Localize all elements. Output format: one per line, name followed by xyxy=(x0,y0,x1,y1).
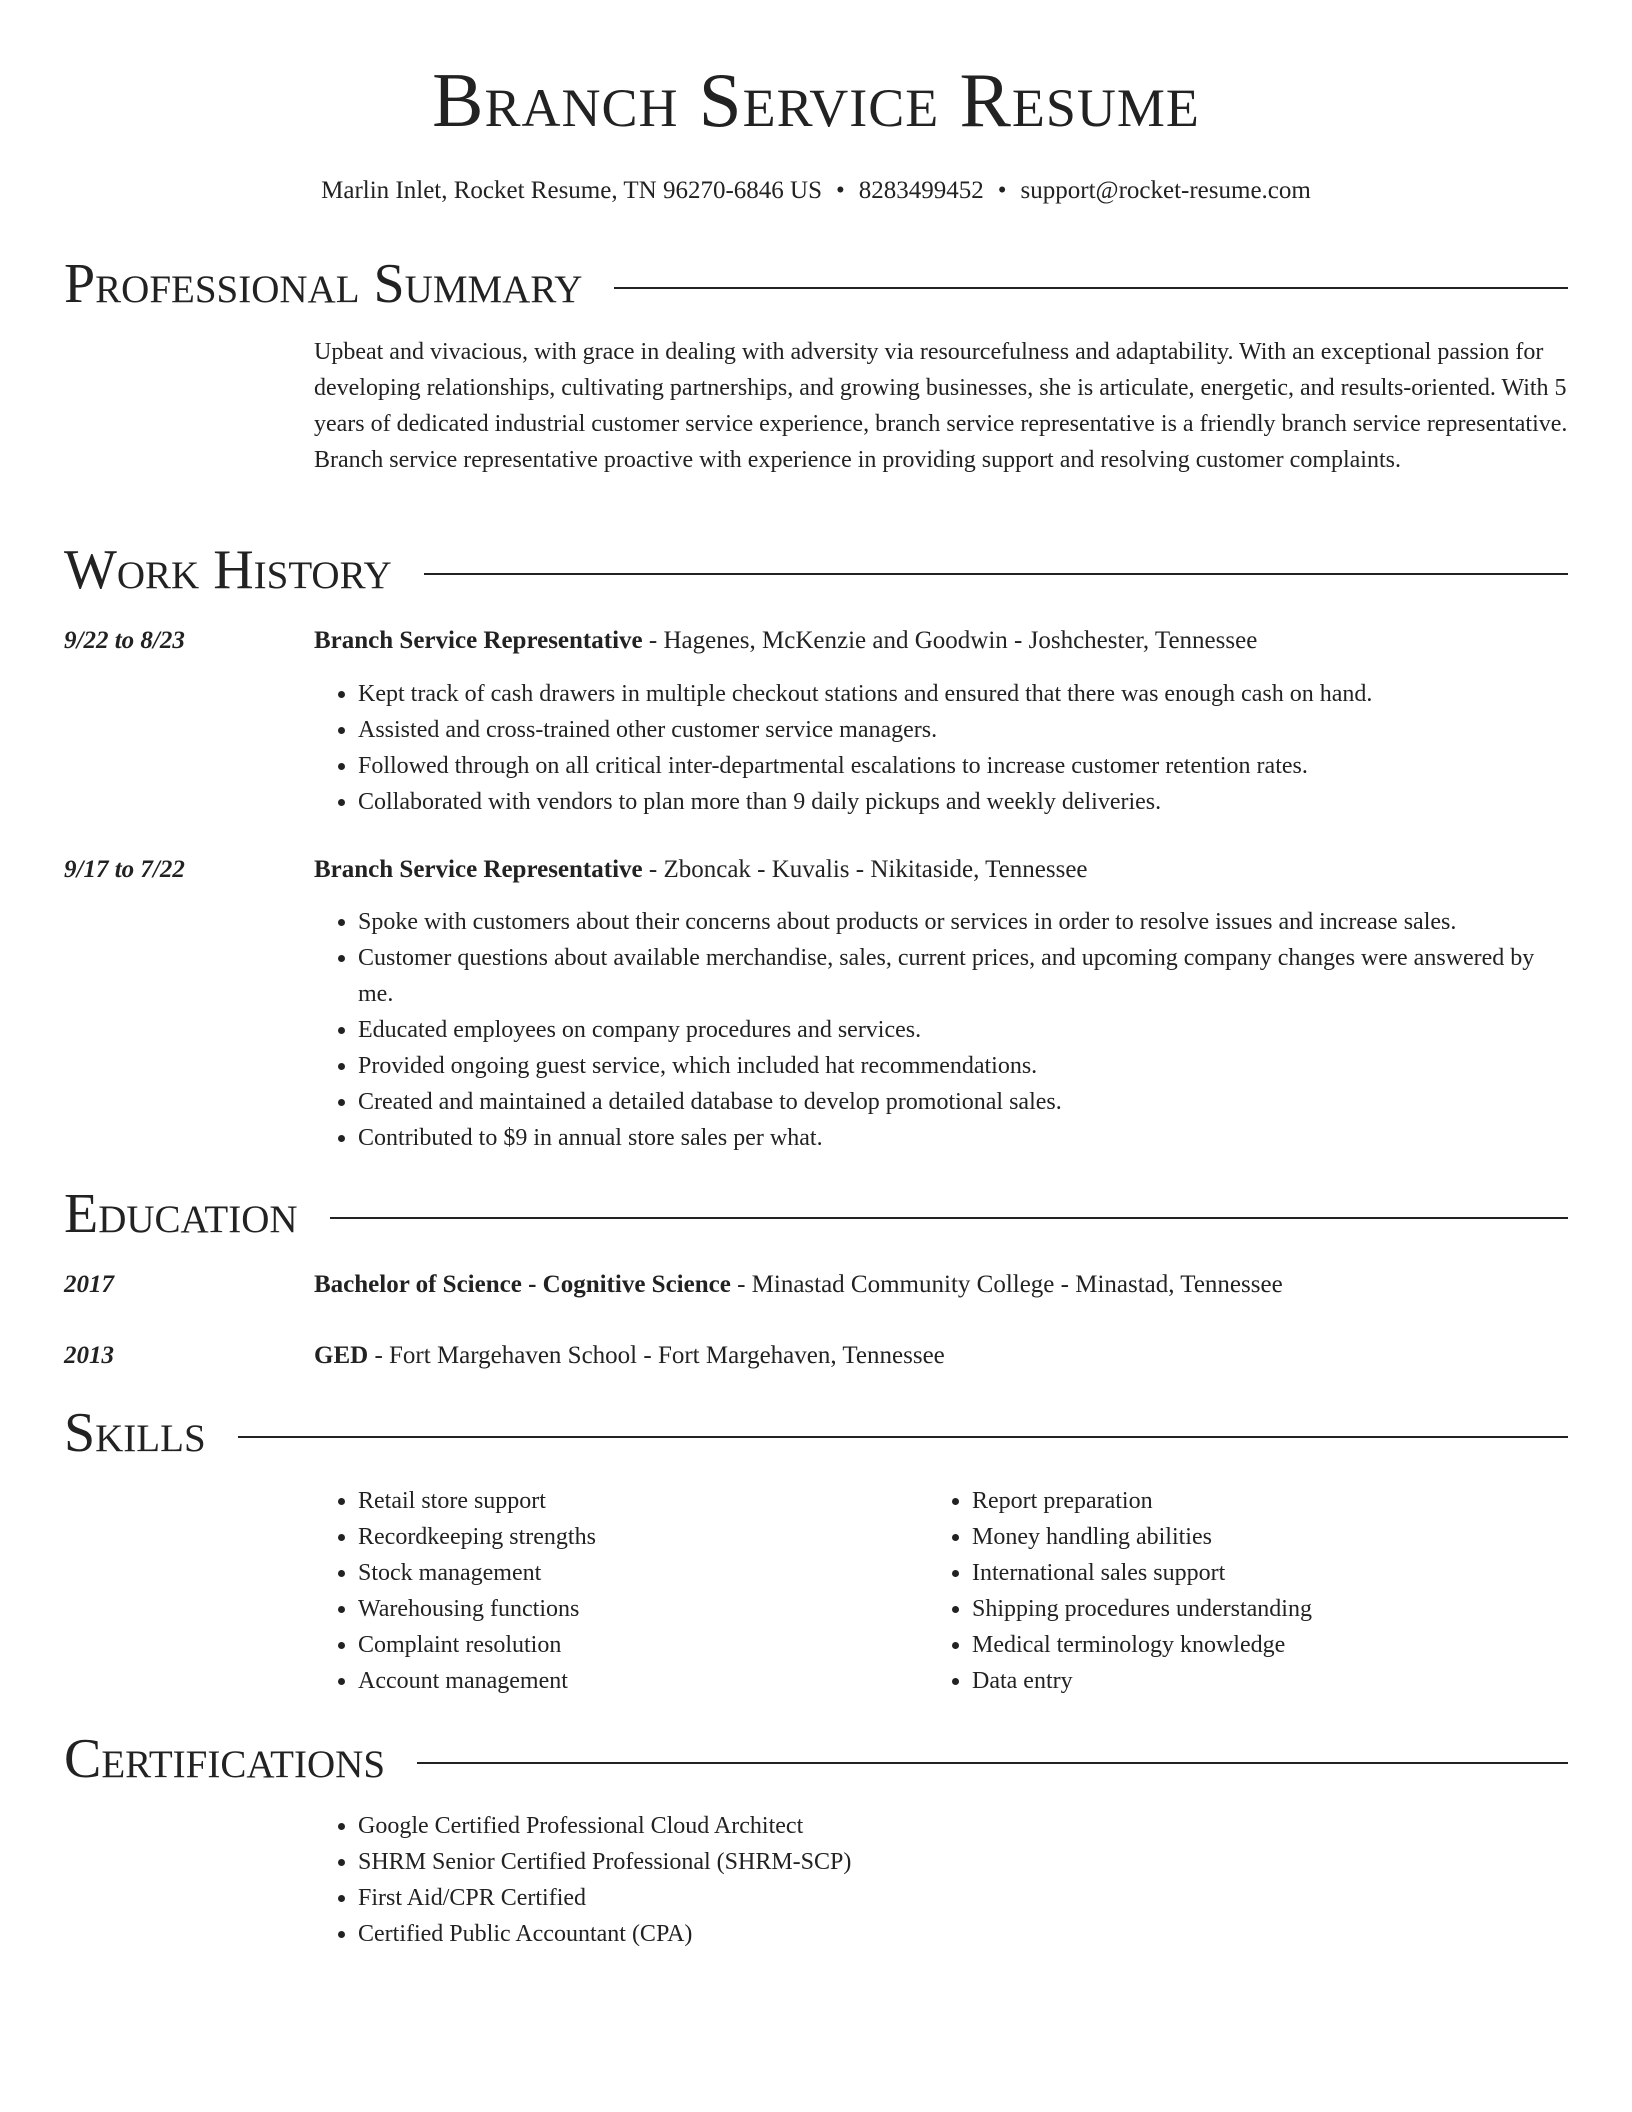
job-details: - Zboncak - Kuvalis - Nikitaside, Tennessee xyxy=(642,856,1088,883)
list-item: • Spoke with customers about their concerns about products or services in order to resolve issues and increase sales. xyxy=(358,904,1568,940)
resume-title: Branch Service Resume xyxy=(432,57,1200,143)
list-item: • Followed through on all critical inter-departmental escalations to increase customer retention rates. xyxy=(358,748,1568,784)
list-item: • Provided ongoing guest service, which included hat recommendations. xyxy=(358,1048,1568,1084)
list-item: • Assisted and cross-trained other customer service managers. xyxy=(358,712,1568,748)
section-header-certifications xyxy=(64,1729,1568,1789)
section-title: Skills xyxy=(64,1402,206,1464)
list-item: • Report preparation xyxy=(972,1483,1572,1519)
list-item: • Retail store support xyxy=(358,1483,918,1519)
job-dates: 9/17 to 7/22 xyxy=(64,856,185,883)
summary-text: Upbeat and vivacious, with grace in dealing with adversity via resourcefulness and adaptability. With an exceptional passion for developing relationships, cultivating partnerships, and growing businesses, she is articulate, energetic, and results-oriented. With 5 years of dedicated industrial customer service experience, branch service representative is a friendly branch service representative. Branch service representative proactive with experience in providing support and resolving customer complaints. xyxy=(314,339,1568,473)
section-header-summary xyxy=(64,254,1568,314)
job-title: Branch Service Representative xyxy=(314,856,643,883)
list-item: • Google Certified Professional Cloud Architect xyxy=(358,1808,1568,1844)
section-header-education xyxy=(64,1184,1568,1244)
job-title: Branch Service Representative xyxy=(314,627,643,654)
section-divider xyxy=(417,1762,1568,1764)
certifications-list xyxy=(314,1808,1568,1952)
list-item: • SHRM Senior Certified Professional (SHRM-SCP) xyxy=(358,1844,1568,1880)
section-divider xyxy=(330,1217,1568,1219)
list-item: • Account management xyxy=(358,1663,918,1699)
list-item: • Warehousing functions xyxy=(358,1591,918,1627)
list-item: • Stock management xyxy=(358,1555,918,1591)
list-item: • Customer questions about available merchandise, sales, current prices, and upcoming company changes were answered by me. xyxy=(358,940,1568,1012)
list-item: • Certified Public Accountant (CPA) xyxy=(358,1916,1568,1952)
contact-separator: • xyxy=(997,177,1007,204)
contact-line xyxy=(0,176,1632,206)
education-degree: GED xyxy=(314,1342,369,1369)
job-details: - Hagenes, McKenzie and Goodwin - Joshchester, Tennessee xyxy=(642,627,1258,654)
job-heading xyxy=(314,855,1568,885)
section-divider xyxy=(238,1436,1568,1438)
list-item: • First Aid/CPR Certified xyxy=(358,1880,1568,1916)
education-details: - Minastad Community College - Minastad, Tennessee xyxy=(730,1271,1283,1298)
education-details: - Fort Margehaven School - Fort Margehaven, Tennessee xyxy=(368,1342,945,1369)
education-year: 2017 xyxy=(64,1271,114,1298)
list-item: • Shipping procedures understanding xyxy=(972,1591,1572,1627)
section-title: Education xyxy=(64,1183,298,1245)
contact-email: support@rocket-resume.com xyxy=(1020,177,1311,204)
contact-separator: • xyxy=(836,177,845,204)
section-divider xyxy=(614,287,1568,289)
list-item: • Medical terminology knowledge xyxy=(972,1627,1572,1663)
education-heading xyxy=(314,1270,1568,1300)
section-title: Work History xyxy=(64,539,392,601)
section-header-skills xyxy=(64,1403,1568,1463)
job-bullets xyxy=(314,676,1568,820)
skills-list-right xyxy=(928,1483,1572,1699)
list-item: • Kept track of cash drawers in multiple checkout stations and ensured that there was enough cash on hand. xyxy=(358,676,1568,712)
contact-phone: 8283499452 xyxy=(858,177,984,204)
education-year: 2013 xyxy=(64,1342,114,1369)
list-item: • Collaborated with vendors to plan more than 9 daily pickups and weekly deliveries. xyxy=(358,784,1568,820)
list-item: • International sales support xyxy=(972,1555,1572,1591)
job-heading xyxy=(314,626,1568,656)
section-title: Professional Summary xyxy=(64,253,583,315)
list-item: • Contributed to $9 in annual store sales per what. xyxy=(358,1120,1568,1156)
job-dates: 9/22 to 8/23 xyxy=(64,627,185,654)
section-divider xyxy=(424,573,1568,575)
list-item: • Money handling abilities xyxy=(972,1519,1572,1555)
list-item: • Created and maintained a detailed database to develop promotional sales. xyxy=(358,1084,1568,1120)
section-title: Certifications xyxy=(64,1728,386,1790)
list-item: • Data entry xyxy=(972,1663,1572,1699)
list-item: • Educated employees on company procedures and services. xyxy=(358,1012,1568,1048)
skills-list-left xyxy=(314,1483,918,1699)
section-header-work-history xyxy=(64,540,1568,600)
job-bullets xyxy=(314,904,1568,1156)
contact-address: Marlin Inlet, Rocket Resume, TN 96270-6846 US xyxy=(321,177,823,204)
education-degree: Bachelor of Science - Cognitive Science xyxy=(314,1271,731,1298)
list-item: • Complaint resolution xyxy=(358,1627,918,1663)
list-item: • Recordkeeping strengths xyxy=(358,1519,918,1555)
education-heading xyxy=(314,1341,1568,1371)
